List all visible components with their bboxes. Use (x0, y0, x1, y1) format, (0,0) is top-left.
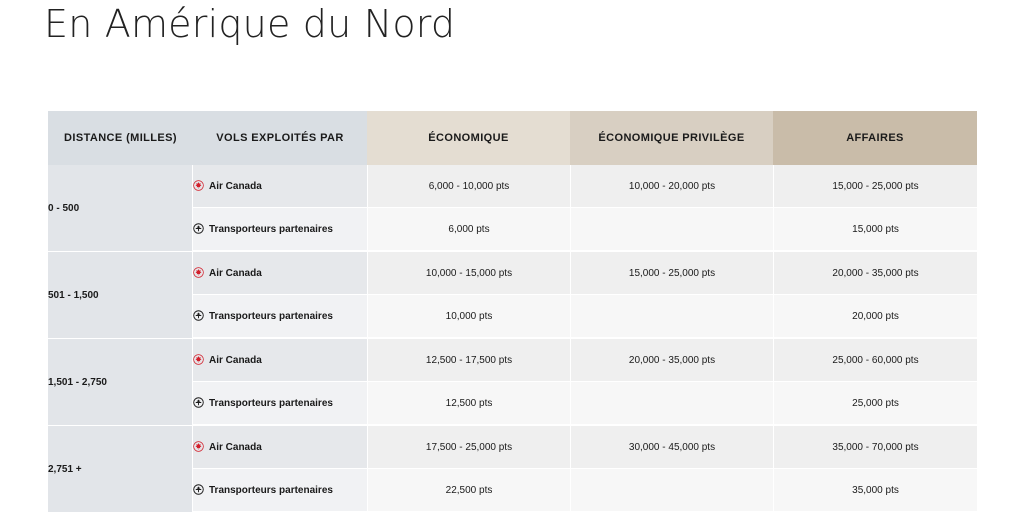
premium-economy-points (570, 208, 773, 252)
partner-airline-icon (193, 484, 204, 495)
partner-airline-icon (193, 397, 204, 408)
economy-points: 10,000 - 15,000 pts (367, 252, 570, 295)
economy-points: 10,000 pts (367, 295, 570, 339)
business-points: 20,000 - 35,000 pts (773, 252, 977, 295)
distance-label: 2,751 + (48, 463, 82, 475)
air-canada-maple-leaf-icon (193, 354, 204, 365)
table-header-row (48, 111, 977, 165)
header-business: AFFAIRES (773, 111, 977, 165)
economy-points: 12,500 - 17,500 pts (367, 339, 570, 382)
business-points: 35,000 - 70,000 pts (773, 426, 977, 469)
economy-points: 12,500 pts (367, 382, 570, 426)
distance-label: 0 - 500 (48, 202, 80, 214)
header-premium-economy: ÉCONOMIQUE PRIVILÈGE (570, 111, 773, 165)
operator-cell (193, 295, 367, 339)
operator-label: Air Canada (209, 181, 262, 192)
distance-band (48, 252, 193, 339)
table-row-air-canada (48, 426, 977, 469)
operator-cell (193, 382, 367, 426)
economy-points: 22,500 pts (367, 469, 570, 513)
business-points: 20,000 pts (773, 295, 977, 339)
premium-economy-points: 20,000 - 35,000 pts (570, 339, 773, 382)
business-points: 25,000 pts (773, 382, 977, 426)
business-points: 25,000 - 60,000 pts (773, 339, 977, 382)
distance-label: 1,501 - 2,750 (48, 376, 107, 388)
distance-band (48, 339, 193, 426)
distance-band (48, 165, 193, 252)
operator-cell (193, 426, 367, 469)
business-points: 15,000 pts (773, 208, 977, 252)
operator-cell (193, 208, 367, 252)
economy-points: 6,000 - 10,000 pts (367, 165, 570, 208)
distance-label: 501 - 1,500 (48, 289, 99, 301)
air-canada-maple-leaf-icon (193, 267, 204, 278)
premium-economy-points: 10,000 - 20,000 pts (570, 165, 773, 208)
business-points: 15,000 - 25,000 pts (773, 165, 977, 208)
business-points: 35,000 pts (773, 469, 977, 513)
economy-points: 17,500 - 25,000 pts (367, 426, 570, 469)
distance-band (48, 426, 193, 513)
air-canada-maple-leaf-icon (193, 180, 204, 191)
operator-label: Transporteurs partenaires (209, 311, 333, 322)
operator-cell (193, 339, 367, 382)
rewards-table (48, 111, 977, 513)
operator-cell (193, 165, 367, 208)
page-title: En Amérique du Nord (44, 2, 456, 46)
air-canada-maple-leaf-icon (193, 441, 204, 452)
economy-points: 6,000 pts (367, 208, 570, 252)
premium-economy-points: 15,000 - 25,000 pts (570, 252, 773, 295)
premium-economy-points (570, 382, 773, 426)
table-row-air-canada (48, 339, 977, 382)
table-row-air-canada (48, 252, 977, 295)
operator-label: Air Canada (209, 442, 262, 453)
operator-label: Air Canada (209, 355, 262, 366)
partner-airline-icon (193, 310, 204, 321)
premium-economy-points (570, 469, 773, 513)
premium-economy-points: 30,000 - 45,000 pts (570, 426, 773, 469)
header-distance: DISTANCE (MILLES) (48, 111, 193, 165)
operator-label: Transporteurs partenaires (209, 485, 333, 496)
header-operated-by: VOLS EXPLOITÉS PAR (193, 111, 367, 165)
premium-economy-points (570, 295, 773, 339)
operator-cell (193, 252, 367, 295)
operator-cell (193, 469, 367, 513)
partner-airline-icon (193, 223, 204, 234)
operator-label: Air Canada (209, 268, 262, 279)
header-economy: ÉCONOMIQUE (367, 111, 570, 165)
operator-label: Transporteurs partenaires (209, 398, 333, 409)
table-row-air-canada (48, 165, 977, 208)
operator-label: Transporteurs partenaires (209, 224, 333, 235)
